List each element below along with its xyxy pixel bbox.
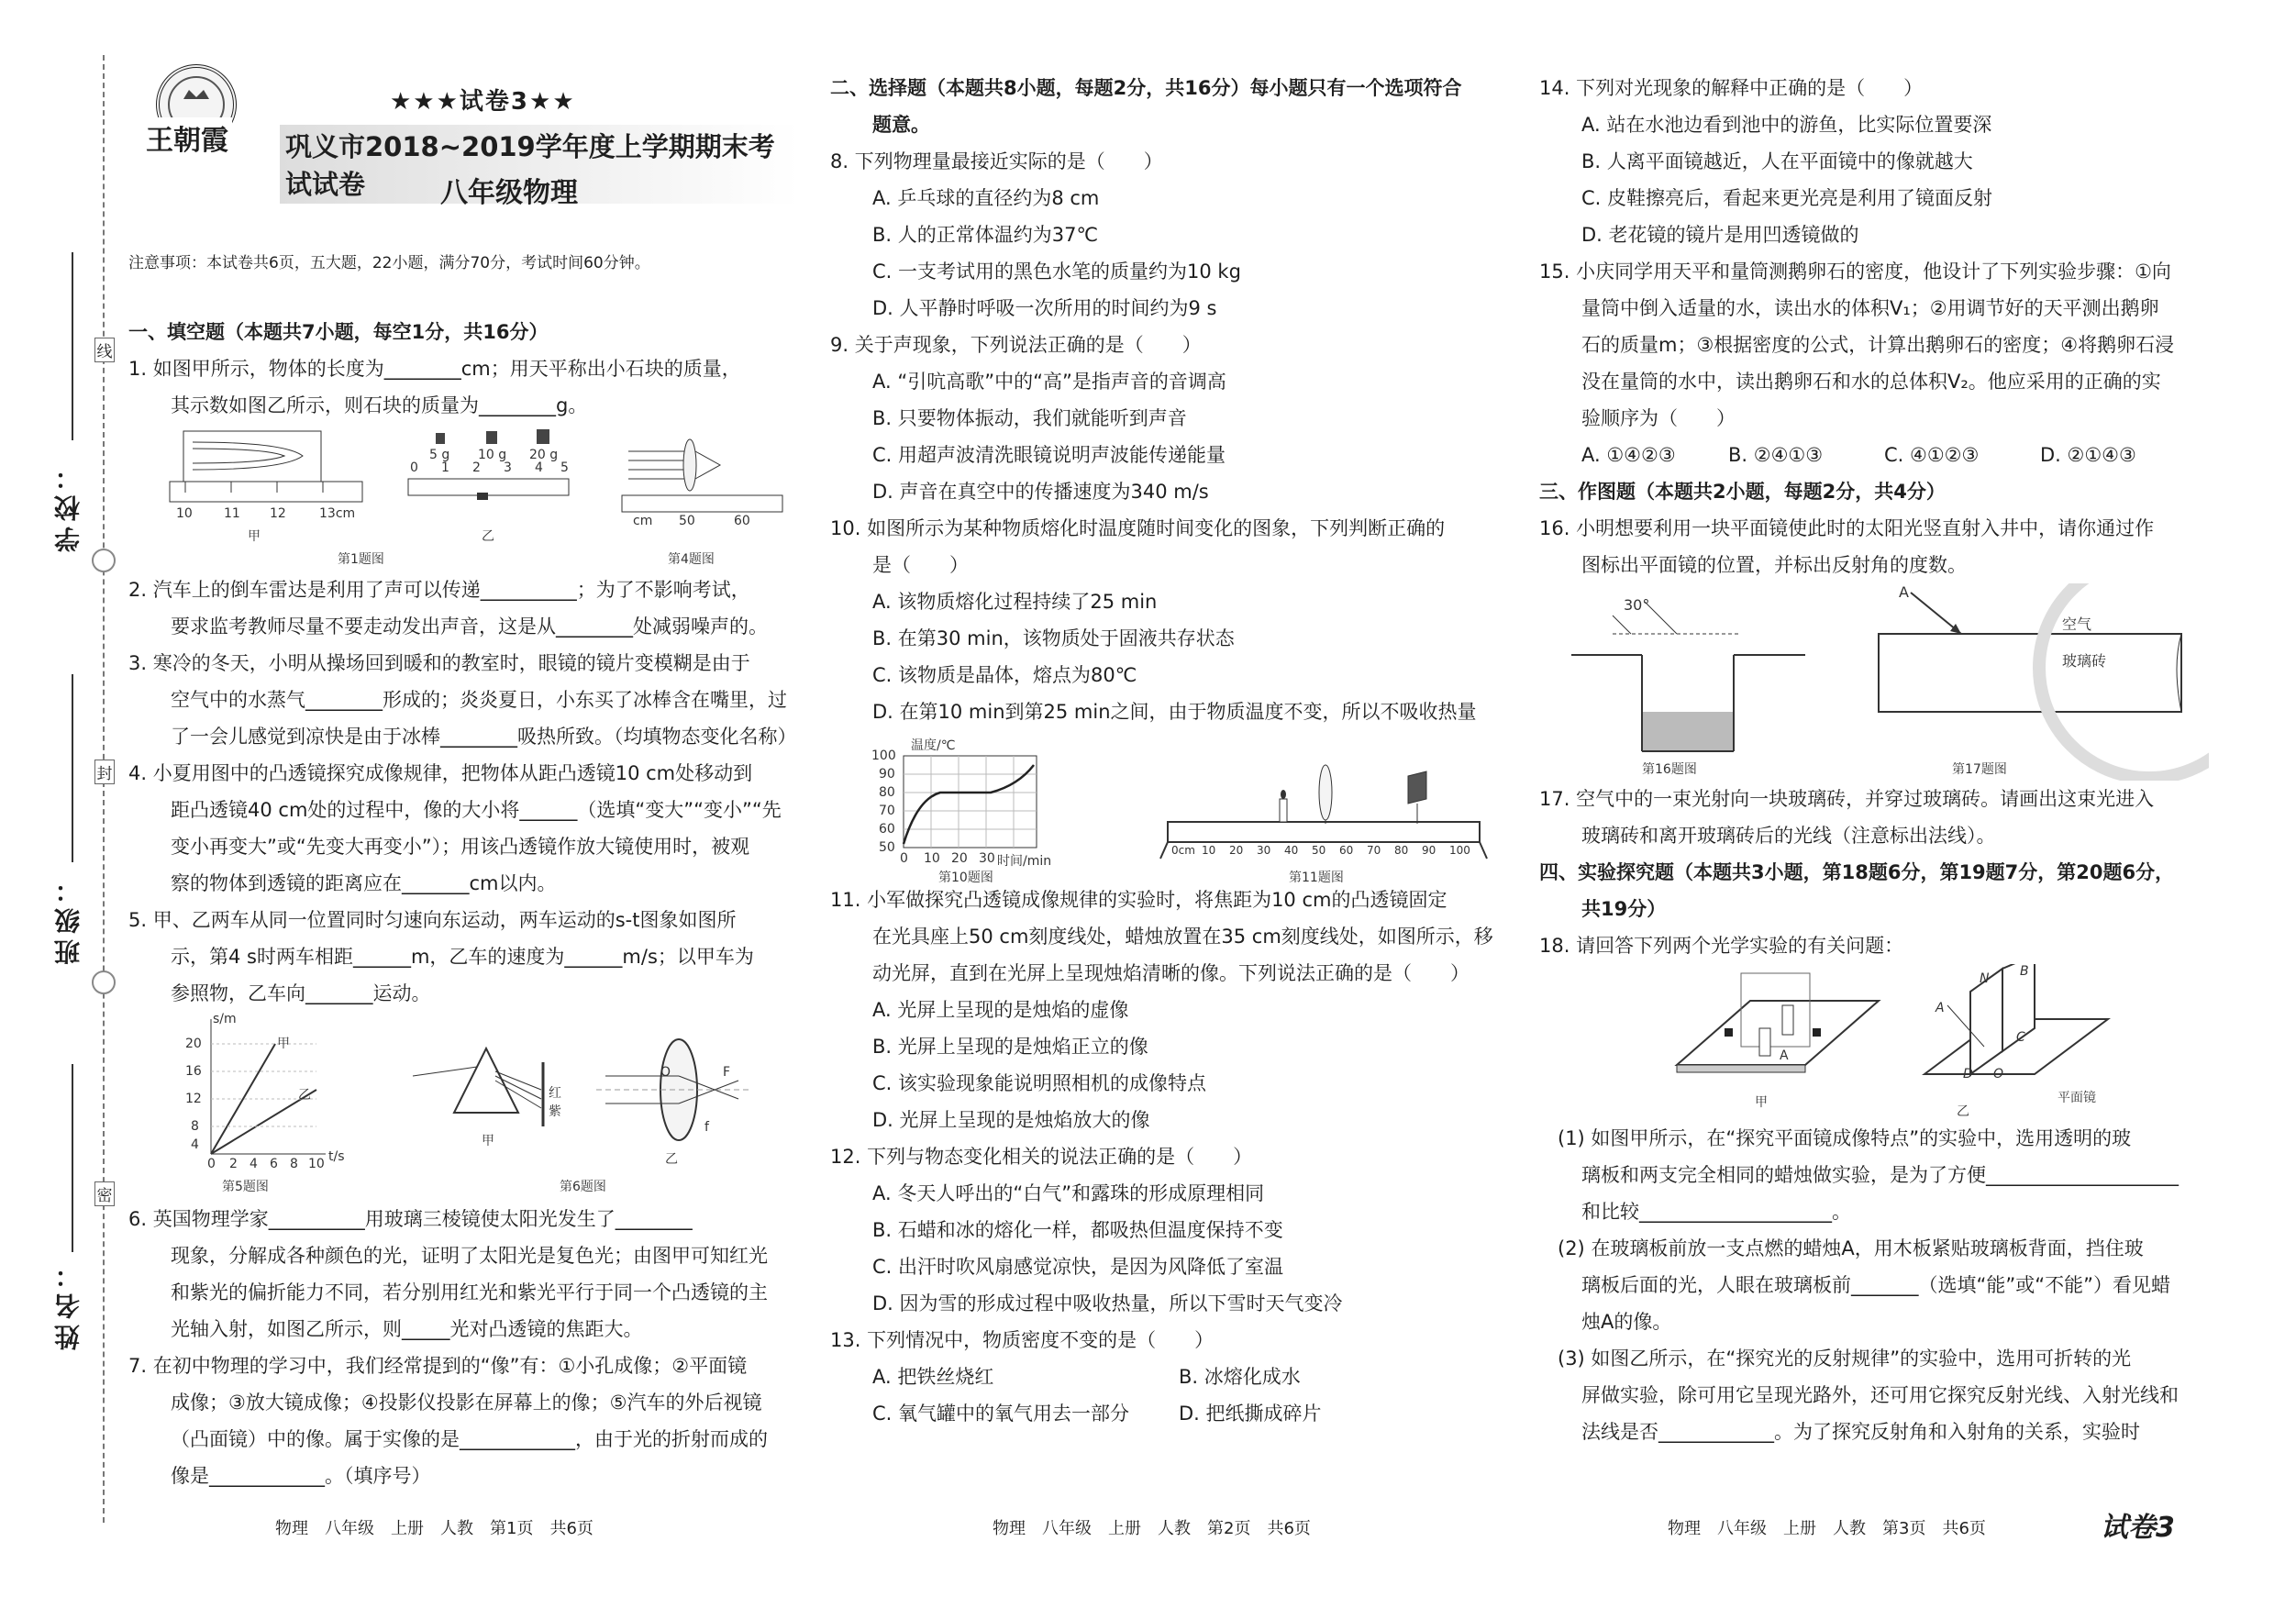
scale-tick: 5 <box>560 460 569 475</box>
section-2-heading: 题意。 <box>872 114 930 136</box>
axis-label: 温度/℃ <box>911 738 956 753</box>
q10-option: B. 在第30 min，该物质处于固液共存状态 <box>872 627 1235 649</box>
q16-line: 16. 小明想要利用一块平面镜使此时的太阳光竖直射入井中，请你通过作 <box>1539 517 2155 539</box>
q4-line: 4. 小夏用图中的凸透镜探究成像规律，把物体从距凸透镜10 cm处移动到 <box>128 762 753 784</box>
q7-line: （凸面镜）中的像。属于实像的是____________，由于光的折射而成的 <box>171 1428 768 1450</box>
figure-5-6-captions <box>128 1177 798 1201</box>
q15-option: A. ①④②③ <box>1581 444 1676 466</box>
q9-option: B. 只要物体振动，我们就能听到声音 <box>872 407 1187 429</box>
weight-label: 20 g <box>529 448 559 462</box>
q13-option: D. 把纸撕成碎片 <box>1179 1403 1322 1425</box>
q14-option: A. 站在水池边看到池中的游鱼，比实际位置要深 <box>1581 114 1992 136</box>
brand-logo-text: 王朝霞 <box>142 117 232 158</box>
seal-secret-char: 密 <box>94 1181 115 1206</box>
bench-tick: 50 <box>679 514 695 528</box>
cut-line <box>103 55 105 1523</box>
axis-tick: 30 <box>979 851 995 866</box>
q18-part: (1) 如图甲所示，在“探究平面镜成像特点”的实验中，选用透明的玻 <box>1558 1127 2132 1149</box>
axis-tick: 8 <box>191 1119 199 1134</box>
purple-light-label: 紫 <box>549 1104 561 1119</box>
figure-18 <box>1539 964 2209 1120</box>
axis-tick: 4 <box>250 1157 258 1171</box>
q18-stem: 18. 请回答下列两个光学实验的有关问题： <box>1539 935 1904 957</box>
axis-tick: 70 <box>879 804 895 818</box>
figure-label: 乙 <box>1957 1104 1969 1119</box>
page-3-column <box>1539 70 2209 1450</box>
ruler-tick: 12 <box>270 506 286 521</box>
q13-options-row <box>830 1359 1514 1395</box>
figure-1-4 <box>128 424 798 548</box>
figure-caption: 第1题图 <box>338 552 384 567</box>
q15-stem: 15. 小庆同学用天平和量筒测鹅卵石的密度，他设计了下列实验步骤：①向 <box>1539 261 2171 283</box>
q10-option: A. 该物质熔化过程持续了25 min <box>872 591 1158 613</box>
school-label: 学校： <box>53 459 83 552</box>
q18-part: 法线是否____________。为了探究反射角和入射角的关系，实验时 <box>1581 1421 2140 1443</box>
axis-tick: 60 <box>879 822 895 837</box>
q15-stem: 石的质量m；③根据密度的公式，计算出鹅卵石的密度；④将鹅卵石浸 <box>1581 334 2175 356</box>
axis-tick: 0 <box>207 1157 216 1171</box>
q9-option: A. “引吭高歌”中的“高”是指声音的音调高 <box>872 371 1226 393</box>
section-2-heading: 二、选择题（本题共8小题，每题2分，共16分）每小题只有一个选项符合 <box>830 77 1462 99</box>
q16-line: 图标出平面镜的位置，并标出反射角的度数。 <box>1581 554 1967 576</box>
q18-part: 璃板后面的光，人眼在玻璃板前_______（选填“能”或“不能”）看见蜡 <box>1581 1274 2171 1296</box>
axis-tick: 2 <box>229 1157 238 1171</box>
weight-label: 10 g <box>478 448 507 462</box>
point-n-label: N <box>1980 971 1990 986</box>
axis-tick: 80 <box>879 785 895 800</box>
q18-part: (3) 如图乙所示，在“探究光的反射规律”的实验中，选用可折转的光 <box>1558 1347 2132 1370</box>
q14-option: D. 老花镜的镜片是用凹透镜做的 <box>1581 224 1859 246</box>
q12-option: A. 冬天人呼出的“白气”和露珠的形成原理相同 <box>872 1182 1265 1204</box>
q11-option: A. 光屏上呈现的是烛焰的虚像 <box>872 999 1129 1021</box>
lens-center-label: O <box>660 1065 671 1080</box>
q17-line: 17. 空气中的一束光射向一块玻璃砖，并穿过玻璃砖。请画出这束光进入 <box>1539 788 2155 810</box>
q14-stem: 14. 下列对光现象的解释中正确的是（ ） <box>1539 77 1924 99</box>
axis-tick: 12 <box>185 1092 202 1106</box>
q14-option: B. 人离平面镜越近，人在平面镜中的像就越大 <box>1581 150 1973 172</box>
series-label: ★★★试卷3★★ <box>390 88 576 116</box>
q13-option: C. 氧气罐中的氧气用去一部分 <box>872 1403 1130 1425</box>
section-4-heading: 四、实验探究题（本题共3小题，第18题6分，第19题7分，第20题6分， <box>1539 861 2175 883</box>
axis-tick: 0 <box>900 851 908 866</box>
axis-tick: 50 <box>879 840 895 855</box>
q1-line: 其示数如图乙所示，则石块的质量为________g。 <box>171 394 588 416</box>
q10-stem: 是（ ） <box>872 554 969 576</box>
q13-option: A. 把铁丝烧红 <box>872 1366 994 1388</box>
section-4-heading: 共19分） <box>1581 898 1667 920</box>
q15-option: C. ④①②③ <box>1884 444 1980 466</box>
q11-stem: 在光具座上50 cm刻度线处，蜡烛放置在35 cm刻度线处，如图所示，移 <box>872 926 1493 948</box>
ruler-tick: 10 <box>176 506 193 521</box>
q11-option: C. 该实验现象能说明照相机的成像特点 <box>872 1072 1207 1094</box>
mirror-label: 平面镜 <box>2058 1091 2096 1105</box>
q15-options-row <box>1539 437 2209 473</box>
figure-caption: 第11题图 <box>1289 871 1344 885</box>
q8-option: D. 人平静时呼吸一次所用的时间约为9 s <box>872 297 1217 319</box>
q15-stem: 验顺序为（ ） <box>1581 407 1736 429</box>
point-c-label: C <box>2016 1030 2025 1045</box>
scale-tick: 2 <box>472 460 481 475</box>
scale-tick: 0 <box>410 460 418 475</box>
q15-stem: 没在量筒的水中，读出鹅卵石和水的总体积V₂。他应采用的正确的实 <box>1581 371 2161 393</box>
axis-tick: 90 <box>879 767 895 782</box>
line-label-a: 甲 <box>277 1037 290 1051</box>
point-o-label: O <box>1993 1067 2004 1081</box>
q14-option: C. 皮鞋擦亮后，看起来更光亮是利用了镜面反射 <box>1581 187 1993 209</box>
q8-option: A. 乒乓球的直径约为8 cm <box>872 187 1100 209</box>
candle-a-label: A <box>1780 1048 1789 1063</box>
q15-option: D. ②①④③ <box>2040 444 2136 466</box>
q9-option: D. 声音在真空中的传播速度为340 m/s <box>872 481 1209 503</box>
axis-tick: 8 <box>290 1157 298 1171</box>
figure-1-4-drawing <box>128 424 798 548</box>
q5-line: 参照物，乙车向_______运动。 <box>171 982 431 1004</box>
exam-title: 巩义市2018~2019学年度上学期期末考试试卷 <box>280 125 798 204</box>
point-a-label: A <box>1899 583 1909 601</box>
binding-hole <box>92 549 116 572</box>
page-footer: 物理 八年级 上册 人教 第3页 共6页 <box>1668 1519 1986 1538</box>
q6-line: 现象，分解成各种颜色的光，证明了太阳光是复色光；由图甲可知红光 <box>171 1245 768 1267</box>
q2-line: 2. 汽车上的倒车雷达是利用了声可以传递__________；为了不影响考试， <box>128 579 750 601</box>
line-label-b: 乙 <box>298 1088 311 1103</box>
exam-header <box>128 0 798 225</box>
section-3-heading: 三、作图题（本题共2小题，每题2分，共4分） <box>1539 481 1946 503</box>
axis-tick: 10 <box>308 1157 325 1171</box>
q18-part: 和比较____________________。 <box>1581 1201 1851 1223</box>
class-write-line <box>72 674 73 862</box>
bench-tick: 40 <box>1284 844 1299 857</box>
glass-label: 玻璃砖 <box>2062 652 2107 670</box>
q15-option: B. ②④①③ <box>1728 444 1824 466</box>
figure-caption: 第5题图 <box>222 1180 269 1194</box>
q3-line: 了一会儿感觉到凉快是由于冰棒________吸热所致。（均填物态变化名称） <box>171 726 797 748</box>
figure-label: 乙 <box>665 1152 678 1167</box>
q8-stem: 8. 下列物理量最接近实际的是（ ） <box>830 150 1163 172</box>
q17-line: 玻璃砖和离开玻璃砖后的光线（注意标出法线）。 <box>1581 825 1996 847</box>
q12-stem: 12. 下列与物态变化相关的说法正确的是（ ） <box>830 1146 1253 1168</box>
q4-line: 距凸透镜40 cm处的过程中，像的大小将______（选填“变大”“变小”“先 <box>171 799 782 821</box>
air-label: 空气 <box>2062 616 2092 633</box>
q7-line: 像是____________。（填序号） <box>171 1465 431 1487</box>
bench-tick: 100 <box>1449 844 1470 857</box>
binding-margin <box>0 0 113 1597</box>
bench-tick: 90 <box>1422 844 1436 857</box>
q18-part: 烛A的像。 <box>1581 1311 1672 1333</box>
q12-option: B. 石蜡和冰的熔化一样，都吸热但温度保持不变 <box>872 1219 1283 1241</box>
axis-tick: 4 <box>191 1137 199 1152</box>
bench-tick: 50 <box>1312 844 1326 857</box>
seal-line-char: 线 <box>94 338 115 362</box>
q11-stem: 动光屏，直到在光屏上呈现烛焰清晰的像。下列说法正确的是（ ） <box>872 962 1470 984</box>
q5-line: 5. 甲、乙两车从同一位置同时匀速向东运动，两车运动的s-t图象如图所 <box>128 909 737 931</box>
q9-option: C. 用超声波清洗眼镜说明声波能传递能量 <box>872 444 1226 466</box>
scale-tick: 4 <box>535 460 543 475</box>
axis-tick: 20 <box>951 851 968 866</box>
q9-stem: 9. 关于声现象，下列说法正确的是（ ） <box>830 334 1202 356</box>
q18-part: 屏做实验，除可用它呈现光路外，还可用它探究反射光线、入射光线和 <box>1581 1384 2179 1406</box>
focus-label: F <box>723 1065 731 1080</box>
axis-label: t/s <box>328 1149 345 1164</box>
axis-tick: 16 <box>185 1064 202 1079</box>
figure-caption: 第17题图 <box>1952 762 2007 777</box>
subject-title: 八年级物理 <box>440 177 578 209</box>
figure-label: 甲 <box>248 529 261 544</box>
page-footer: 物理 八年级 上册 人教 第2页 共6页 <box>993 1519 1311 1538</box>
q12-option: D. 因为雪的形成过程中吸收热量，所以下雪时天气变冷 <box>872 1292 1343 1314</box>
q13-stem: 13. 下列情况中，物质密度不变的是（ ） <box>830 1329 1215 1351</box>
axis-label: s/m <box>213 1012 237 1026</box>
q3-line: 3. 寒冷的冬天，小明从操场回到暖和的教室时，眼镜的镜片变模糊是由于 <box>128 652 750 674</box>
q13-options-row <box>830 1395 1514 1432</box>
bench-tick: 10 <box>1202 844 1216 857</box>
ruler-tick: 13cm <box>319 506 356 521</box>
q7-line: 7. 在初中物理的学习中，我们经常提到的“像”有：①小孔成像；②平面镜 <box>128 1355 748 1377</box>
axis-tick: 100 <box>871 749 896 763</box>
q8-option: C. 一支考试用的黑色水笔的质量约为10 kg <box>872 261 1241 283</box>
point-a-label: A <box>1936 1001 1945 1015</box>
q18-part: 璃板和两支完全相同的蜡烛做实验，是为了方便____________________ <box>1581 1164 2179 1186</box>
figure-caption: 第4题图 <box>668 552 715 567</box>
q18-part: (2) 在玻璃板前放一支点燃的蜡烛A，用木板紧贴玻璃板背面，挡住玻 <box>1558 1237 2144 1259</box>
point-b-label: B <box>2020 964 2029 979</box>
focal-length-label: f <box>704 1120 709 1135</box>
q15-stem: 量筒中倒入适量的水，读出水的体积V₁；②用调节好的天平测出鹅卵 <box>1581 297 2159 319</box>
class-label: 班级： <box>53 871 83 965</box>
axis-label: 时间/min <box>997 854 1052 869</box>
q6-line: 6. 英国物理学家__________用玻璃三棱镜使太阳光发生了________ <box>128 1208 693 1230</box>
q6-line: 光轴入射，如图乙所示，则_____光对凸透镜的焦距大。 <box>171 1318 643 1340</box>
figure-10-11 <box>830 730 1514 885</box>
q13-option: B. 冰熔化成水 <box>1179 1366 1301 1388</box>
bench-tick: 60 <box>734 514 750 528</box>
figure-caption: 第6题图 <box>560 1180 606 1194</box>
bench-tick: cm <box>633 514 653 528</box>
q12-option: C. 出汗时吹风扇感觉凉快，是因为风降低了室温 <box>872 1256 1284 1278</box>
figure-18-drawing <box>1539 964 2209 1120</box>
section-1-heading: 一、填空题（本题共7小题，每空1分，共16分） <box>128 321 549 343</box>
page-2-column <box>830 70 1514 1432</box>
figure-5-6-drawing <box>128 1012 798 1177</box>
q4-line: 变小再变大”或“先变大再变小”）；用该凸透镜作放大镜使用时，被观 <box>171 836 750 858</box>
q11-stem: 11. 小军做探究凸透镜成像规律的实验时，将焦距为10 cm的凸透镜固定 <box>830 889 1447 911</box>
figure-label: 乙 <box>482 529 494 544</box>
figure-1-4-captions <box>128 548 798 571</box>
weight-label: 5 g <box>429 448 450 462</box>
bench-tick: 20 <box>1229 844 1244 857</box>
q10-stem: 10. 如图所示为某种物质熔化时温度随时间变化的图象，下列判断正确的 <box>830 517 1446 539</box>
q11-option: D. 光屏上呈现的是烛焰放大的像 <box>872 1109 1150 1131</box>
figure-label: 甲 <box>482 1134 494 1148</box>
figure-label: 甲 <box>1755 1095 1768 1110</box>
page-1-column <box>128 0 798 1494</box>
scale-tick: 1 <box>441 460 449 475</box>
school-write-line <box>72 252 73 440</box>
q7-line: 成像；③放大镜成像；④投影仪投影在屏幕上的像；⑤汽车的外后视镜 <box>171 1392 762 1414</box>
name-label: 姓名： <box>53 1257 83 1350</box>
figure-caption: 第16题图 <box>1642 762 1697 777</box>
name-write-line <box>72 1064 73 1252</box>
scale-tick: 3 <box>504 460 512 475</box>
seal-seal-char: 封 <box>94 760 115 784</box>
q10-option: C. 该物质是晶体，熔点为80℃ <box>872 664 1137 686</box>
exam-notice: 注意事项：本试卷共6页，五大题，22小题，满分70分，考试时间60分钟。 <box>128 254 650 272</box>
angle-label: 30° <box>1624 596 1650 614</box>
page-footer: 物理 八年级 上册 人教 第1页 共6页 <box>275 1519 593 1538</box>
bench-tick: 0cm <box>1171 844 1195 857</box>
q10-option: D. 在第10 min到第25 min之间，由于物质温度不变，所以不吸收热量 <box>872 701 1477 723</box>
axis-tick: 6 <box>270 1157 278 1171</box>
q5-line: 示，第4 s时两车相距______m，乙车的速度为______m/s；以甲车为 <box>171 946 754 968</box>
q2-line: 要求监考教师尽量不要走动发出声音，这是从________处减弱噪声的。 <box>171 616 768 638</box>
q1-line: 1. 如图甲所示，物体的长度为________cm；用天平称出小石块的质量， <box>128 358 741 380</box>
figure-caption: 第10题图 <box>938 871 993 885</box>
bench-tick: 60 <box>1339 844 1354 857</box>
binding-hole <box>92 970 116 994</box>
figure-5-6 <box>128 1012 798 1177</box>
q11-option: B. 光屏上呈现的是烛焰正立的像 <box>872 1036 1148 1058</box>
axis-tick: 10 <box>924 851 940 866</box>
point-d-label: D <box>1963 1067 1973 1081</box>
q4-line: 察的物体到透镜的距离应在_______cm以内。 <box>171 872 557 894</box>
q8-option: B. 人的正常体温约为37℃ <box>872 224 1099 246</box>
ruler-tick: 11 <box>224 506 240 521</box>
corner-mark: 试卷3 <box>2101 1512 2175 1544</box>
bench-tick: 80 <box>1394 844 1409 857</box>
figure-16-17 <box>1539 583 2209 781</box>
red-light-label: 红 <box>549 1086 561 1101</box>
q3-line: 空气中的水蒸气________形成的；炎炎夏日，小东买了冰棒含在嘴里，过 <box>171 689 787 711</box>
bench-tick: 70 <box>1367 844 1381 857</box>
axis-tick: 20 <box>185 1037 202 1051</box>
bench-tick: 30 <box>1257 844 1271 857</box>
q6-line: 和紫光的偏折能力不同，若分别用红光和紫光平行于同一个凸透镜的主 <box>171 1281 768 1303</box>
